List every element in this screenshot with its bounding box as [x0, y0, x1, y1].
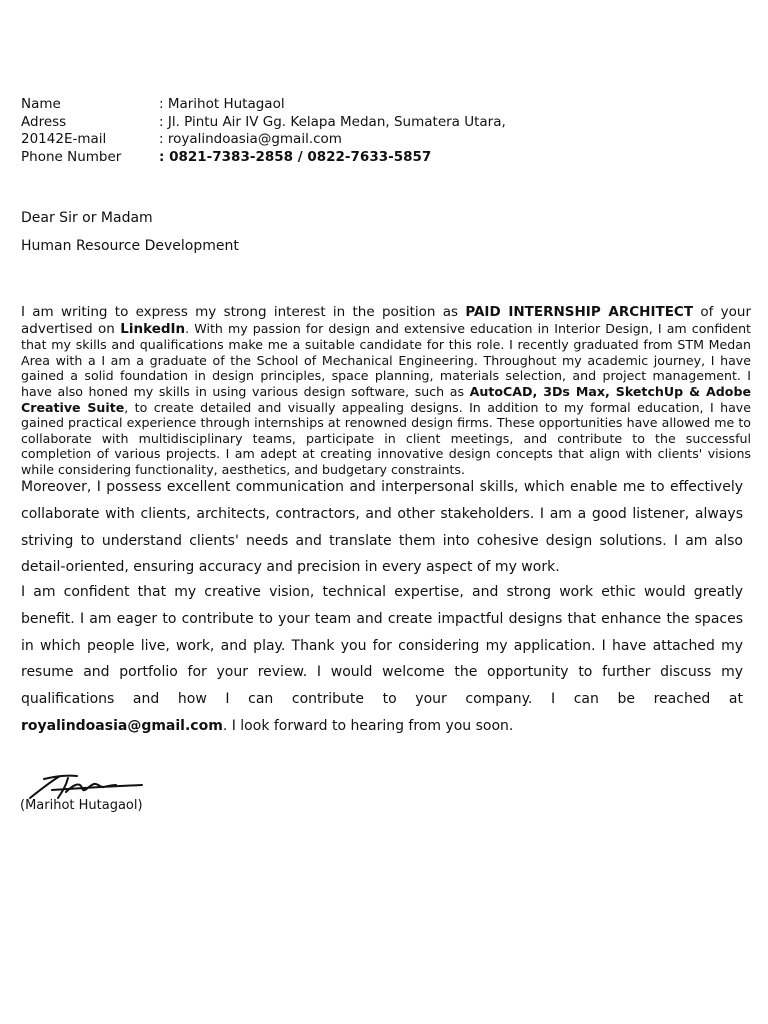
intro-lead: I am writing to express my strong interest in the position as: [21, 304, 466, 320]
paragraph-intro: [21, 304, 751, 478]
intro-body: . With my passion for design and extensive education in Interior Design, I am confident that my skills and qualifications make me a suitable candidate for this role. I recently graduated from STM Medan Area with a I am a graduate of the School of Mechanical Engineering. Throughout my academic journey, I have gained a solid foundation in design principles, space planning, materials selection, and project management. I have also honed my skills in using various design software, such as: [21, 320, 751, 399]
info-label: Phone Number: [21, 148, 122, 165]
closing-text-end: . I look forward to hearing from you soon.: [222, 717, 514, 734]
recipient: Human Resource Development: [21, 238, 239, 254]
signature-name: (Marihot Hutagaol): [20, 798, 143, 813]
position-title: PAID INTERNSHIP ARCHITECT: [465, 304, 694, 320]
contact-email: royalindoasia@gmail.com: [21, 717, 223, 734]
closing-text: I am confident that my creative vision, technical expertise, and strong work ethic would greatly benefit. I am eager to contribute to your team and create impactful designs that enhance the spaces in which people live, work, and play. Thank you for considering my application. I have attached my resume and portfolio for your review. I would welcome the opportunity to further discuss my qualifications and how I can contribute to your company. I can be reached at: [21, 584, 743, 708]
platform-name: LinkedIn: [120, 320, 186, 337]
info-value: : royalindoasia@gmail.com: [159, 131, 342, 147]
info-label: Adress: [21, 113, 67, 130]
info-value: : Marihot Hutagaol: [159, 96, 285, 112]
intro-after-position: of your advertised on: [21, 304, 751, 337]
info-label: Name: [21, 96, 61, 112]
software-list: AutoCAD, 3Ds Max, SketchUp & Adobe Creative Suite: [21, 383, 752, 415]
salutation: Dear Sir or Madam: [21, 210, 153, 226]
info-value: : Jl. Pintu Air IV Gg. Kelapa Medan, Sumatera Utara,: [159, 113, 506, 130]
paragraph-closing: [21, 579, 743, 740]
info-value-phone: : 0821-7383-2858 / 0822-7633-5857: [159, 148, 432, 165]
info-label: 20142E-mail: [21, 131, 107, 147]
intro-body-end: , to create detailed and visually appealing designs. In addition to my formal education, I have gained practical experience through internships at renowned design firms. These opportunities have allowed me to collaborate with multidisciplinary teams, participate in client meetings, and contribute to the successful completion of various projects. I am adept at creating innovative design concepts that align with clients' visions while considering functionality, aesthetics, and budgetary constraints.: [21, 399, 751, 477]
paragraph-skills: Moreover, I possess excellent communication and interpersonal skills, which enable me to effectively collaborate with clients, architects, contractors, and other stakeholders. I am a good listener, always striving to understand clients' needs and translate them into cohesive design solutions. I am also detail-oriented, ensuring accuracy and precision in every aspect of my work.: [21, 479, 743, 576]
